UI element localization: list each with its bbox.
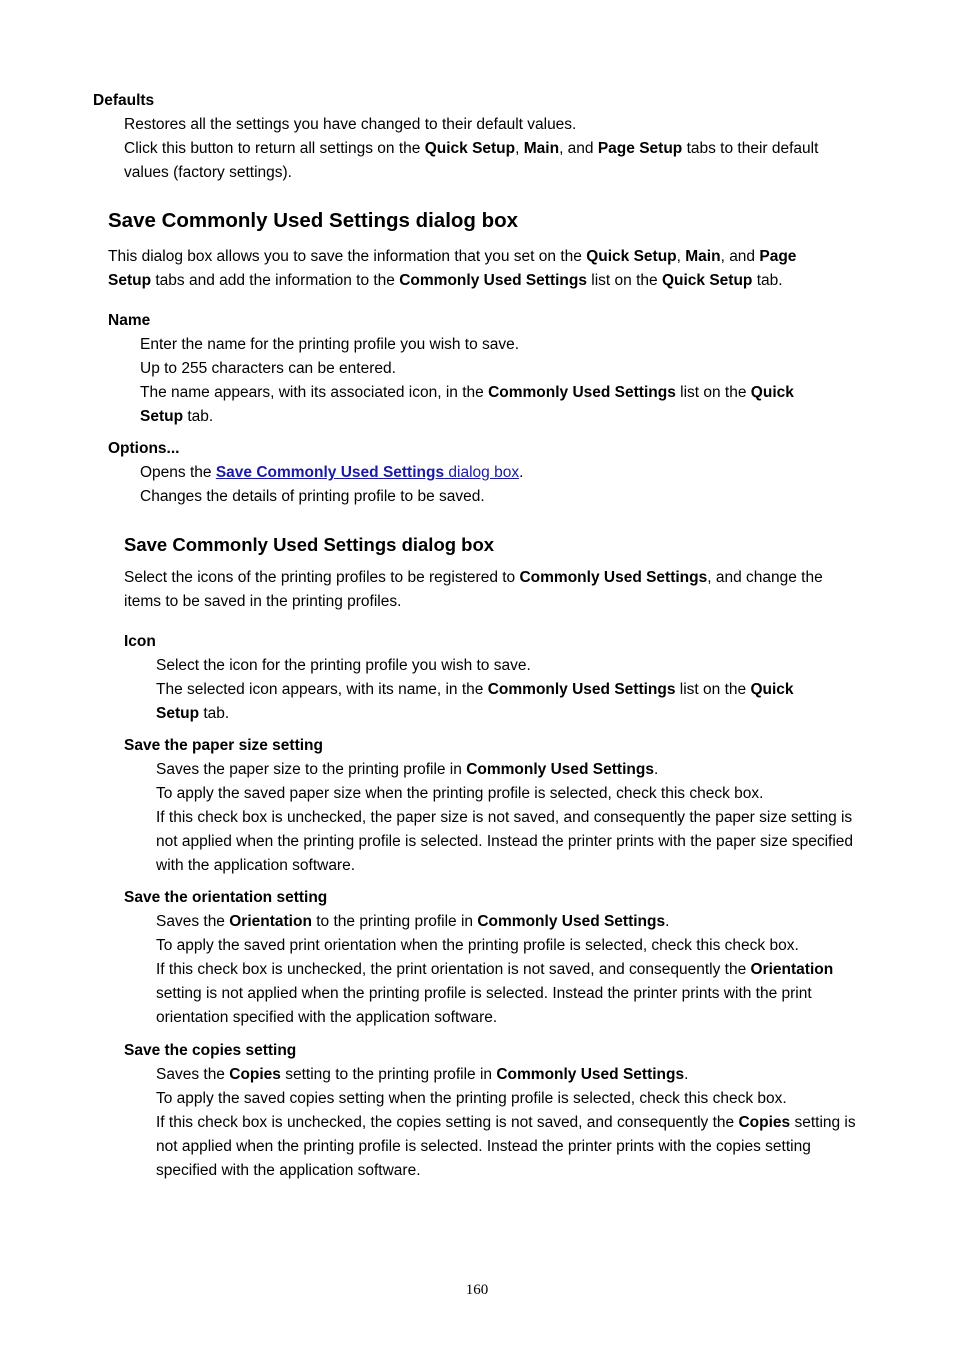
options-line-1: Opens the Save Commonly Used Settings dialog box. <box>140 464 524 481</box>
options-term: Options... <box>108 440 180 457</box>
name-line-2: Up to 255 characters can be entered. <box>140 360 396 377</box>
section-intro: This dialog box allows you to save the information that you set on the Quick Setup, Main, and Page Setup tabs and add the information to the Commonly Used Settings list on the Quick Setup tab. <box>108 248 797 289</box>
paper-line-2: To apply the saved paper size when the printing profile is selected, check this check box. <box>156 785 764 802</box>
icon-term: Icon <box>124 633 156 650</box>
save-settings-dialog-link[interactable]: Save Commonly Used Settings dialog box <box>215 464 520 481</box>
paper-line-1: Saves the paper size to the printing profile in Commonly Used Settings. <box>156 761 659 778</box>
orientation-line-1: Saves the Orientation to the printing profile in Commonly Used Settings. <box>156 913 670 930</box>
copies-line-3: If this check box is unchecked, the copies setting is not saved, and consequently the Copies setting is not applied when the printing profile is selected. Instead the printer prints with the copies setting specified with the application software. <box>156 1114 856 1179</box>
copies-term: Save the copies setting <box>124 1042 297 1059</box>
options-description <box>140 461 840 509</box>
options-line-2: Changes the details of printing profile to be saved. <box>140 488 485 505</box>
paper-size-term: Save the paper size setting <box>124 737 323 754</box>
orientation-line-3: If this check box is unchecked, the print orientation is not saved, and consequently the Orientation setting is not applied when the printing profile is selected. Instead the printer prints with the print orientation specified with the application software. <box>156 961 834 1026</box>
icon-description <box>156 654 836 726</box>
name-term: Name <box>108 312 151 329</box>
defaults-description <box>124 113 854 185</box>
orientation-description <box>156 910 866 1030</box>
copies-line-1: Saves the Copies setting to the printing profile in Commonly Used Settings. <box>156 1066 689 1083</box>
section-heading-save-settings: Save Commonly Used Settings dialog box <box>108 209 519 232</box>
orientation-term: Save the orientation setting <box>124 889 328 906</box>
orientation-line-2: To apply the saved print orientation when the printing profile is selected, check this check box. <box>156 937 799 954</box>
icon-line-2: The selected icon appears, with its name, in the Commonly Used Settings list on the Quick Setup tab. <box>156 681 794 722</box>
subsection-intro: Select the icons of the printing profiles to be registered to Commonly Used Settings, and change the items to be saved in the printing profiles. <box>124 569 823 610</box>
paper-size-description <box>156 758 866 878</box>
defaults-term: Defaults <box>93 92 155 109</box>
defaults-line-2: Click this button to return all settings on the Quick Setup, Main, and Page Setup tabs to their default values (factory settings). <box>124 140 819 181</box>
icon-line-1: Select the icon for the printing profile you wish to save. <box>156 657 531 674</box>
copies-line-2: To apply the saved copies setting when the printing profile is selected, check this check box. <box>156 1090 787 1107</box>
name-description <box>140 333 840 429</box>
copies-description <box>156 1063 866 1183</box>
name-line-1: Enter the name for the printing profile you wish to save. <box>140 336 520 353</box>
page-number: 160 <box>465 1282 489 1298</box>
name-line-3: The name appears, with its associated icon, in the Commonly Used Settings list on the Quick Setup tab. <box>140 384 794 425</box>
paper-line-3: If this check box is unchecked, the paper size is not saved, and consequently the paper size setting is not applied when the printing profile is selected. Instead the printer prints with the paper size specified with the application software. <box>156 809 854 874</box>
defaults-line-1: Restores all the settings you have changed to their default values. <box>124 116 577 133</box>
subsection-heading-save-settings: Save Commonly Used Settings dialog box <box>124 534 495 555</box>
